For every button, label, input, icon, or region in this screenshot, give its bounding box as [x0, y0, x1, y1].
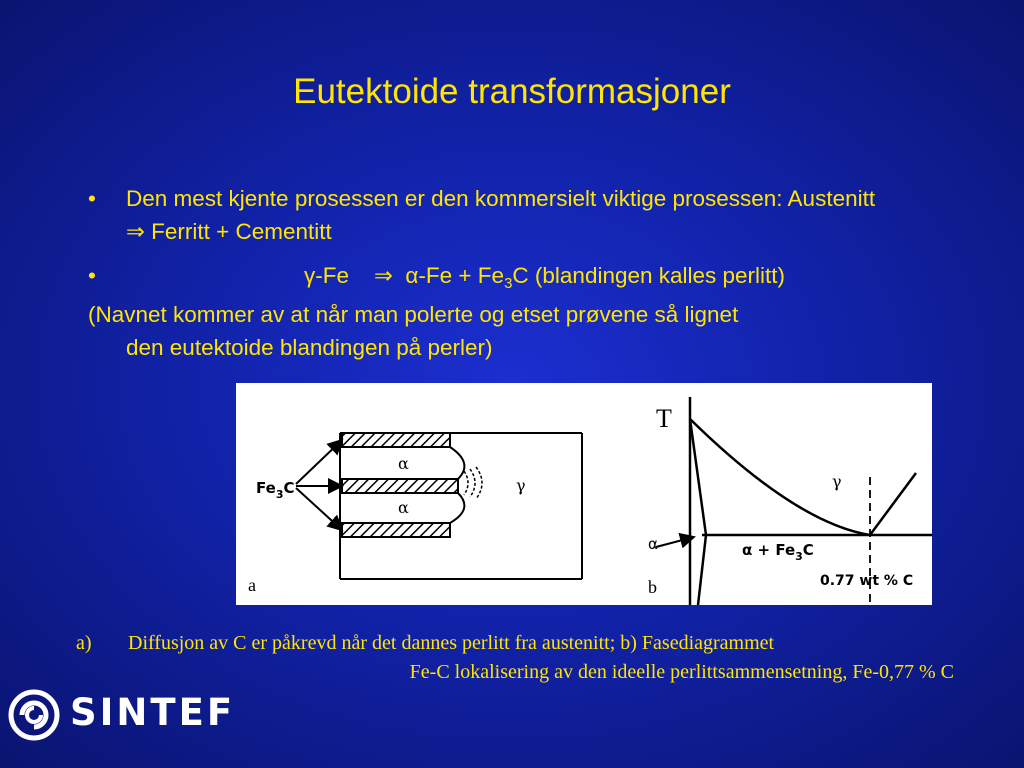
cementite-lamella-top [342, 433, 450, 447]
caption-letter: a) [76, 632, 92, 654]
formula-rest: C (blandingen kalles perlitt) [512, 263, 786, 288]
alpha-label-b: α [648, 535, 658, 553]
alpha-pointer [656, 537, 694, 547]
alpha-top-label: α [398, 454, 409, 473]
fe3c-pointer-top [296, 440, 342, 484]
temperature-axis-label: T [656, 404, 672, 433]
acm-line [870, 473, 916, 535]
caption-line-1: Diffusjon av C er påkrevd når det dannes perlitt fra austenitt; b) Fasediagrammet [128, 632, 775, 654]
note-line-1: (Navnet kommer av at når man polerte og etset prøvene så lignet [88, 302, 739, 327]
cementite-lamella-bottom [342, 523, 450, 537]
gamma-solvus-curve [690, 419, 870, 535]
bullet-marker: • [88, 263, 96, 288]
sintef-logo [8, 689, 248, 741]
gamma-label-b: γ [832, 472, 842, 491]
fe3c-label: $Fe_3C$ [256, 479, 295, 501]
diffusion-arrows [464, 467, 482, 499]
note-line-2: den eutektoide blandingen på perler) [126, 335, 493, 360]
slide-title: Eutektoide transformasjoner [293, 72, 731, 111]
composition-label: 0.77 wt % C [820, 573, 914, 589]
note-paragraph [88, 298, 928, 364]
figure-drawing [236, 383, 932, 605]
alpha-fe: α-Fe + Fe [405, 263, 505, 288]
alpha-solvus-upper [690, 419, 706, 535]
ferrite-front-bottom [450, 493, 464, 523]
sintef-emblem-icon [8, 689, 64, 741]
alpha-bottom-label: α [398, 498, 409, 517]
panel-a-label: a [248, 575, 256, 595]
two-phase-label: $\alpha + Fe_3C$ [742, 541, 814, 563]
ferrite-front-top [450, 447, 464, 479]
pearlite-figure [236, 383, 932, 605]
gamma-fe: γ-Fe [304, 263, 349, 288]
sintef-wordmark: SINTEF [70, 691, 236, 734]
alpha-solvus-lower [698, 535, 706, 605]
panel-b-label: b [648, 577, 657, 597]
cementite-lamella-middle [342, 479, 458, 493]
panel-a-drawing [296, 433, 582, 579]
reaction-formula [304, 259, 785, 292]
caption-line-2: Fe-C lokalisering av den ideelle perlittsammensetning, Fe-0,77 % C [409, 661, 954, 683]
fe3c-pointer-bottom [296, 488, 342, 530]
bullet-text: Den mest kjente prosessen er den kommersielt viktige prosessen: Austenitt ⇒ Ferritt + Cementitt [126, 186, 876, 244]
implies-arrow: ⇒ [374, 263, 393, 288]
gamma-label-a: γ [516, 476, 526, 495]
bullet-marker: • [88, 186, 96, 211]
subscript: 3 [504, 275, 513, 292]
